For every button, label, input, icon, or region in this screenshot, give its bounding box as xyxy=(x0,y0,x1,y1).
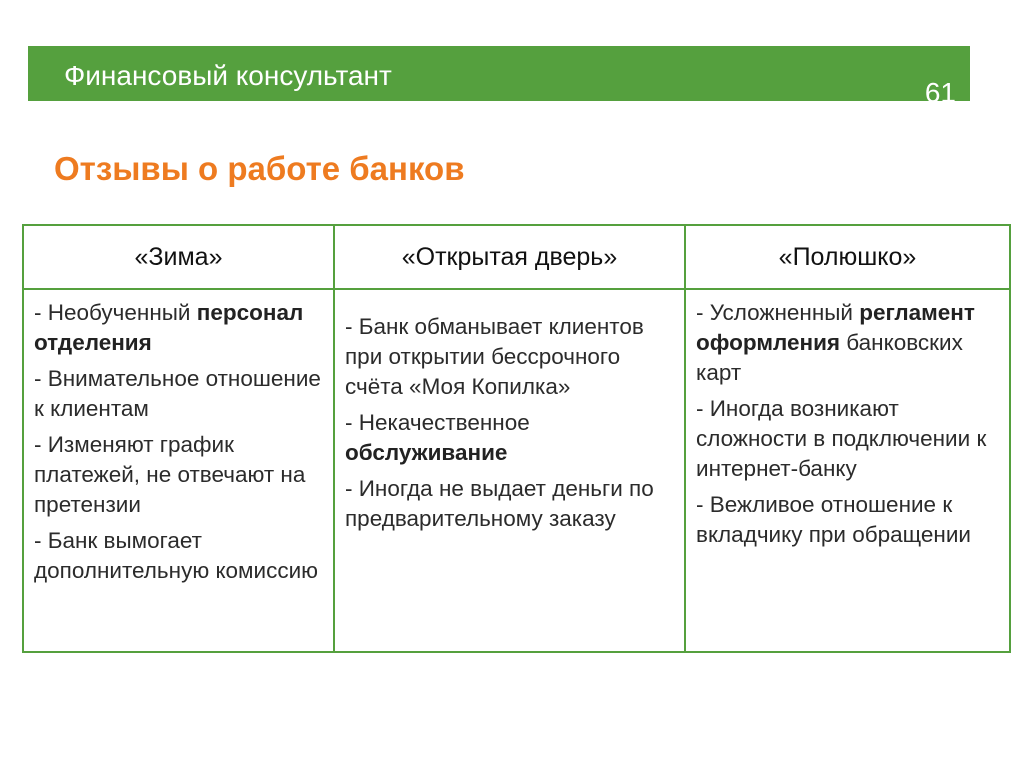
reviews-table xyxy=(22,224,1011,653)
review-text: - Иногда не выдает деньги по предварительному заказу xyxy=(345,476,654,531)
review-item xyxy=(34,430,323,520)
review-text: - Некачественное xyxy=(345,410,530,435)
review-item xyxy=(34,298,323,358)
slide-number: 61 xyxy=(924,77,956,108)
review-item xyxy=(345,474,674,534)
review-item xyxy=(696,298,999,388)
review-item xyxy=(696,490,999,550)
review-item xyxy=(34,526,323,586)
review-item xyxy=(345,408,674,468)
review-text-tail: банковских карт xyxy=(696,330,963,385)
review-text: - Банк вымогает дополнительную комиссию xyxy=(34,528,319,583)
header-title: Финансовый консультант xyxy=(64,60,392,91)
reviews-cell-polyushko xyxy=(685,289,1010,652)
review-highlight: регламент оформления xyxy=(696,300,975,355)
review-text: - Вежливое отношение к вкладчику при обращении xyxy=(696,492,971,547)
review-highlight: персонал отделения xyxy=(34,300,304,355)
column-header-polyushko: «Полюшко» xyxy=(685,225,1010,289)
slide-subtitle: Отзывы о работе банков xyxy=(54,150,465,187)
table-row xyxy=(23,289,1010,652)
review-item xyxy=(345,312,674,402)
reviews-cell-otkrytaya-dver xyxy=(334,289,685,652)
review-text: - Иногда возникают сложности в подключении к интернет-банку xyxy=(696,396,987,481)
table-header-row xyxy=(23,225,1010,289)
review-text: - Усложненный xyxy=(696,300,860,325)
review-item xyxy=(696,394,999,484)
review-text: - Необученный xyxy=(34,300,197,325)
column-header-otkrytaya-dver: «Открытая дверь» xyxy=(334,225,685,289)
review-highlight: обслуживание xyxy=(345,440,508,465)
column-header-zima: «Зима» xyxy=(23,225,334,289)
review-text: - Изменяют график платежей, не отвечают на претензии xyxy=(34,432,306,517)
reviews-cell-zima xyxy=(23,289,334,652)
review-item xyxy=(34,364,323,424)
review-text: - Банк обманывает клиентов при открытии бессрочного счёта «Моя Копилка» xyxy=(345,314,644,399)
header-bar xyxy=(28,46,970,108)
review-text: - Внимательное отношение к клиентам xyxy=(34,366,321,421)
